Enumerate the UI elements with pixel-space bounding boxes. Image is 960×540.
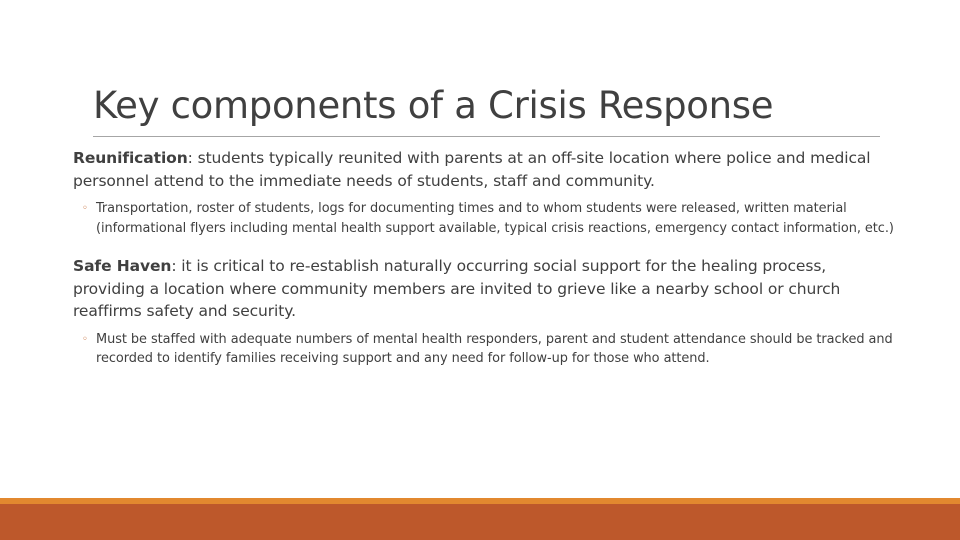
bullet-icon: ◦	[82, 203, 88, 214]
title-divider	[93, 136, 880, 137]
section-safe-haven	[73, 255, 895, 323]
section-text-safe-haven: : it is critical to re-establish naturally occurring social support for the healing process, providing a location where community members are invited to grieve like a nearby school or church reaffirms safety and security.	[73, 257, 841, 320]
bullet-icon: ◦	[82, 333, 88, 345]
slide-title: Key components of a Crisis Response	[93, 84, 774, 127]
subpoint-safe-haven	[73, 330, 895, 369]
slide-content	[73, 147, 895, 369]
section-text-reunification: : students typically reunited with parents at an off-site location where police and medical personnel attend to the immediate needs of students, staff and community.	[73, 149, 871, 190]
section-heading-safe-haven: Safe Haven	[73, 257, 172, 275]
subpoint-text-reunification: Transportation, roster of students, logs for documenting times and to whom students were released, written material (informational flyers including mental health support available, typical crisis reactions, emergency contact information, etc.)	[96, 201, 894, 236]
footer-bar	[0, 504, 960, 540]
section-reunification	[73, 147, 895, 192]
subpoint-reunification	[73, 199, 895, 238]
section-heading-reunification: Reunification	[73, 149, 188, 167]
subpoint-text-safe-haven: Must be staffed with adequate numbers of mental health responders, parent and student attendance should be tracked and recorded to identify families receiving support and any need for follow-up for those who attend.	[96, 331, 893, 366]
